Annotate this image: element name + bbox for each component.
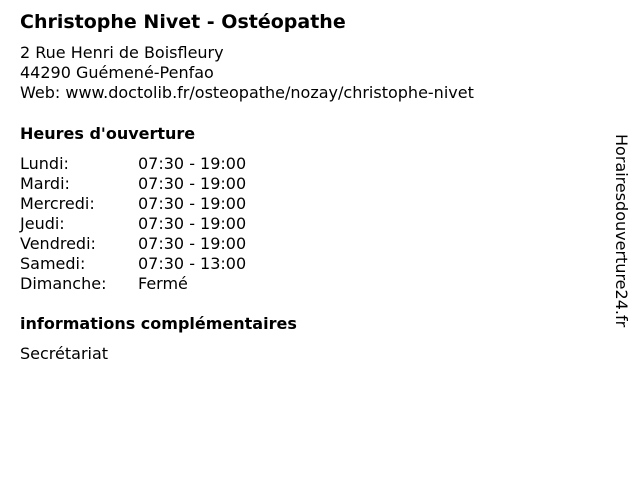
hours-row-tuesday xyxy=(20,174,246,194)
hours-day: Mardi: xyxy=(20,174,70,193)
address-block xyxy=(20,43,474,103)
hours-day: Lundi: xyxy=(20,154,69,173)
hours-row-sunday xyxy=(20,274,246,294)
hours-row-friday xyxy=(20,234,246,254)
hours-day: Dimanche: xyxy=(20,274,107,293)
hours-day: Jeudi: xyxy=(20,214,65,233)
hours-day: Mercredi: xyxy=(20,194,95,213)
address-city: 44290 Guémené-Penfao xyxy=(20,63,214,82)
website-link[interactable]: Web: www.doctolib.fr/osteopathe/nozay/christophe-nivet xyxy=(20,83,474,102)
hours-day: Vendredi: xyxy=(20,234,96,253)
opening-hours-table xyxy=(20,154,246,294)
hours-row-monday xyxy=(20,154,246,174)
additional-info-text: Secrétariat xyxy=(20,344,109,363)
opening-hours-heading: Heures d'ouverture xyxy=(20,124,196,143)
hours-time: 07:30 - 19:00 xyxy=(138,214,247,233)
hours-day: Samedi: xyxy=(20,254,86,273)
hours-row-saturday xyxy=(20,254,246,274)
hours-time: 07:30 - 19:00 xyxy=(138,194,247,213)
hours-time: Fermé xyxy=(138,274,188,293)
site-watermark: Horairesdouverture24.fr xyxy=(612,134,631,328)
hours-time: 07:30 - 13:00 xyxy=(138,254,247,273)
hours-time: 07:30 - 19:00 xyxy=(138,154,247,173)
hours-time: 07:30 - 19:00 xyxy=(138,174,247,193)
hours-row-thursday xyxy=(20,214,246,234)
address-street: 2 Rue Henri de Boisfleury xyxy=(20,43,224,62)
hours-row-wednesday xyxy=(20,194,246,214)
additional-info-heading: informations complémentaires xyxy=(20,314,297,333)
hours-time: 07:30 - 19:00 xyxy=(138,234,247,253)
page-title: Christophe Nivet - Ostéopathe xyxy=(20,11,346,33)
